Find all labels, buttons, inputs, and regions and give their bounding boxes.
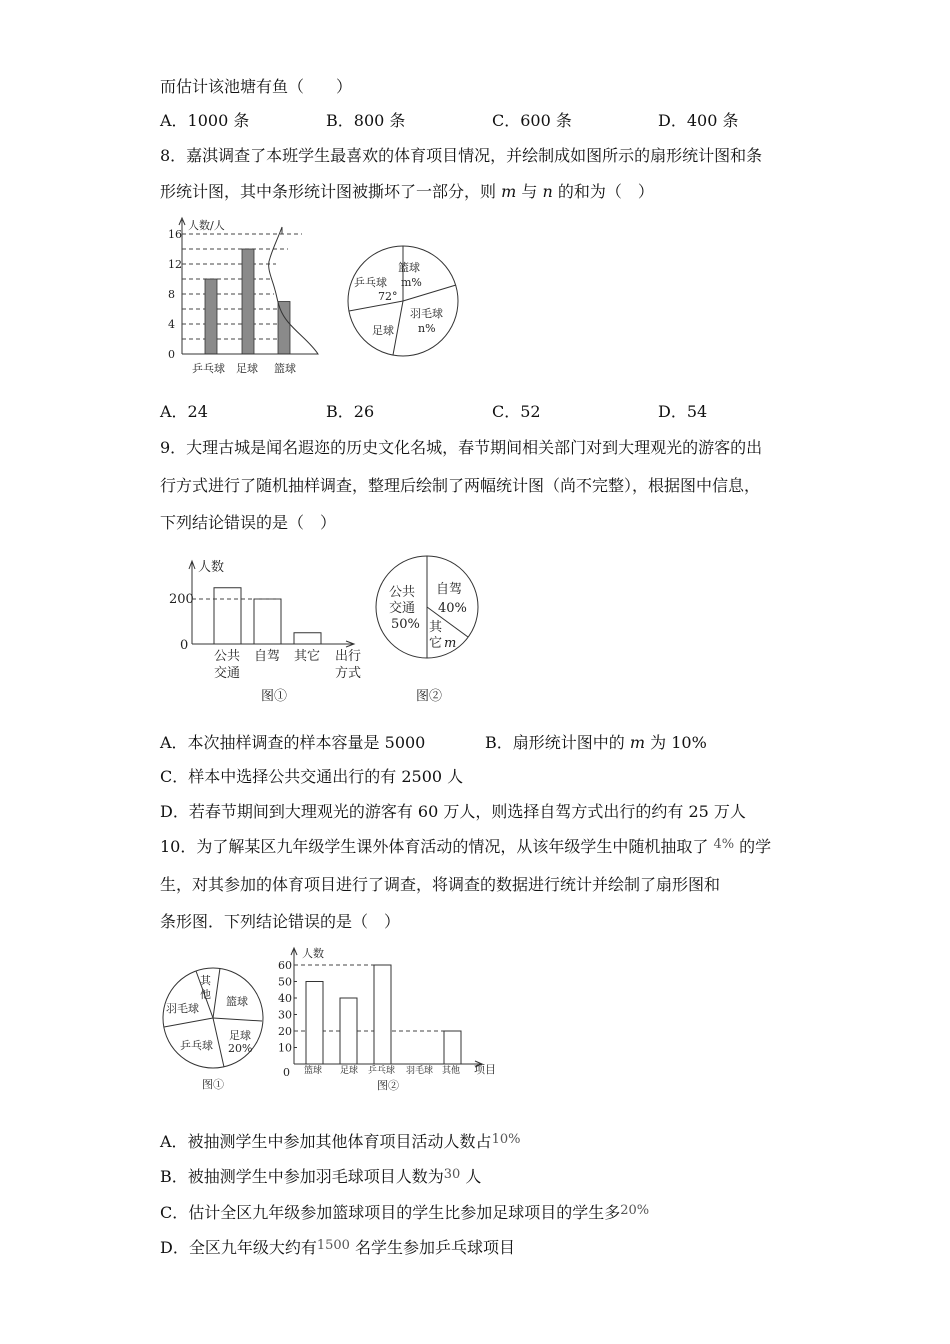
q10-pie-other-2: 他 bbox=[200, 988, 211, 1001]
q10-bar bbox=[374, 965, 391, 1064]
q10-pie-pingpong: 乒乓球 bbox=[180, 1039, 213, 1052]
q9-bar bbox=[294, 633, 321, 644]
q10-ytick: 60 bbox=[278, 959, 292, 972]
var-m: m bbox=[629, 733, 646, 752]
q10-pie-divider bbox=[213, 1018, 224, 1067]
q8-pie-label-basketball: 篮球 bbox=[398, 261, 420, 274]
q10-pie-divider bbox=[164, 1018, 213, 1027]
q10-pie-football: 足球 bbox=[229, 1029, 251, 1042]
q10-category-label: 篮球 bbox=[304, 1066, 323, 1076]
q8-bar bbox=[242, 249, 254, 354]
q8-category-label: 篮球 bbox=[274, 362, 296, 375]
q8-option-c[interactable]: C．52 bbox=[492, 402, 541, 421]
q9-category-label: 其它 bbox=[294, 649, 321, 664]
q9-bar-caption: 图① bbox=[261, 689, 288, 704]
q8-pie-value-m: m% bbox=[401, 276, 422, 289]
q10-category-label: 其他 bbox=[442, 1066, 461, 1076]
q10-category-label: 乒乓球 bbox=[368, 1066, 396, 1076]
q8-option-b[interactable]: B．26 bbox=[326, 402, 375, 421]
q8-bar-chart bbox=[160, 212, 335, 380]
q9-option-a[interactable]: A．本次抽样调查的样本容量是 5000 bbox=[160, 733, 426, 752]
q8-ytick: 4 bbox=[168, 318, 175, 331]
q9-pie-drive-value: 40% bbox=[438, 601, 467, 616]
q10-stem-line1 bbox=[160, 837, 771, 859]
q8-stem-line1: 8．嘉淇调查了本班学生最喜欢的体育项目情况，并绘制成如图所示的扇形统计图和条 bbox=[160, 146, 763, 165]
q9-pie-other-2: 它 bbox=[429, 636, 443, 651]
q9-option-d[interactable]: D．若春节期间到大理观光的游客有 60 万人，则选择自驾方式出行的约有 25 万人 bbox=[160, 802, 746, 821]
q8-ytick: 16 bbox=[168, 228, 182, 241]
q10-option-b-text: B．被抽测学生中参加羽毛球项目人数为 bbox=[160, 1167, 444, 1186]
q9-pie-public-2: 交通 bbox=[389, 601, 416, 616]
q10-pie-caption: 图① bbox=[202, 1078, 224, 1091]
var-n: n bbox=[542, 182, 553, 201]
q10-y-label: 人数 bbox=[302, 947, 324, 960]
q10-x-label: 项目 bbox=[474, 1063, 496, 1076]
q10-option-d[interactable] bbox=[160, 1238, 515, 1260]
q10-option-a-text: A．被抽测学生中参加其他体育项目活动人数占 bbox=[160, 1132, 492, 1151]
q8-text: 形统计图，其中条形统计图被撕坏了一部分，则 bbox=[160, 182, 502, 201]
q8-category-label: 足球 bbox=[236, 362, 258, 375]
q10-text: 的学 bbox=[734, 837, 772, 856]
q9-pie-chart bbox=[372, 552, 492, 707]
q8-stem-line2 bbox=[160, 182, 654, 202]
q8-ytick: 12 bbox=[168, 258, 182, 271]
q8-ytick: 0 bbox=[168, 348, 175, 361]
q9-x-label-2: 方式 bbox=[335, 666, 362, 681]
q9-option-c[interactable]: C．样本中选择公共交通出行的有 2500 人 bbox=[160, 767, 464, 786]
q9-bar-chart bbox=[165, 552, 380, 707]
q9-pie-caption: 图② bbox=[416, 689, 443, 704]
q8-pie-label-football: 足球 bbox=[372, 324, 394, 337]
q9-bar bbox=[214, 588, 241, 644]
q10-ytick: 10 bbox=[278, 1041, 292, 1055]
q10-pie-divider bbox=[213, 1018, 262, 1021]
q9-option-b-text: 为 10% bbox=[645, 733, 707, 752]
q10-bar bbox=[340, 998, 357, 1064]
q10-bar-caption: 图② bbox=[377, 1079, 399, 1092]
q9-option-b[interactable] bbox=[485, 733, 707, 753]
q10-pct: 4% bbox=[713, 837, 735, 852]
q8-pie-angle: 72° bbox=[378, 290, 398, 303]
q8-pie-label-badminton: 羽毛球 bbox=[410, 307, 443, 320]
q9-pie-public-1: 公共 bbox=[389, 585, 416, 600]
q10-option-c[interactable] bbox=[160, 1203, 649, 1225]
var-m: m bbox=[501, 182, 517, 201]
q10-option-a-value: 10% bbox=[491, 1132, 521, 1147]
q10-ytick: 20 bbox=[278, 1025, 292, 1038]
q8-pie-divider bbox=[393, 301, 403, 355]
q8-bar bbox=[205, 279, 217, 354]
q9-stem-line3: 下列结论错误的是（ ） bbox=[160, 513, 337, 532]
q9-category-label: 自驾 bbox=[254, 649, 281, 664]
q10-bar bbox=[306, 982, 323, 1065]
q10-option-c-text: C．估计全区九年级参加篮球项目的学生比参加足球项目的学生多 bbox=[160, 1203, 621, 1222]
q10-option-b-value: 30 bbox=[443, 1167, 461, 1182]
q10-pie-football-value: 20% bbox=[228, 1042, 253, 1055]
q9-option-b-text: B．扇形统计图中的 bbox=[485, 733, 630, 752]
q7-option-b[interactable]: B．800 条 bbox=[326, 111, 406, 130]
q8-text: 的和为（ ） bbox=[552, 182, 654, 201]
q9-stem-line1: 9．大理古城是闻名遐迩的历史文化名城，春节期间相关部门对到大理观光的游客的出 bbox=[160, 438, 763, 457]
q8-option-d[interactable]: D．54 bbox=[658, 402, 708, 421]
q10-ytick: 0 bbox=[283, 1066, 290, 1079]
q9-category-label: 交通 bbox=[214, 666, 241, 681]
q10-ytick: 40 bbox=[278, 992, 292, 1005]
q9-pie-drive-label: 自驾 bbox=[436, 582, 463, 597]
q8-ytick: 8 bbox=[168, 288, 175, 301]
q9-category-label: 公共 bbox=[214, 649, 241, 664]
q10-category-label: 足球 bbox=[340, 1066, 359, 1076]
q9-pie-other-value: m bbox=[444, 636, 457, 651]
q7-option-d[interactable]: D．400 条 bbox=[658, 111, 739, 130]
q8-option-a[interactable]: A．24 bbox=[160, 402, 208, 421]
q7-option-c[interactable]: C．600 条 bbox=[492, 111, 572, 130]
q10-pie-divider bbox=[213, 968, 220, 1018]
q10-option-b-text: 人 bbox=[460, 1167, 482, 1186]
q8-pie-label-pingpong: 乒乓球 bbox=[354, 276, 387, 289]
q10-text: 10．为了解某区九年级学生课外体育活动的情况，从该年级学生中随机抽取了 bbox=[160, 837, 714, 856]
q7-stem-tail: 而估计该池塘有鱼（ ） bbox=[160, 77, 353, 96]
q8-category-label: 乒乓球 bbox=[192, 362, 225, 375]
q10-option-a[interactable] bbox=[160, 1132, 520, 1154]
q10-option-d-text: D．全区九年级大约有 bbox=[160, 1238, 317, 1257]
q9-pie-public-value: 50% bbox=[391, 617, 420, 632]
q7-option-a[interactable]: A．1000 条 bbox=[160, 111, 250, 130]
q10-pie-badminton: 羽毛球 bbox=[166, 1002, 199, 1015]
q10-option-b[interactable] bbox=[160, 1167, 481, 1189]
q10-option-c-value: 20% bbox=[620, 1203, 650, 1218]
q10-ytick: 30 bbox=[278, 1008, 292, 1022]
q10-stem-line2: 生，对其参加的体育项目进行了调查，将调查的数据进行统计并绘制了扇形图和 bbox=[160, 875, 721, 894]
q10-pie-chart bbox=[158, 965, 273, 1095]
q10-pie-other-1: 其 bbox=[200, 974, 211, 987]
q9-x-label-1: 出行 bbox=[335, 649, 362, 664]
q10-bar bbox=[444, 1031, 461, 1064]
q8-y-label: 人数/人 bbox=[188, 219, 225, 232]
q10-stem-line3: 条形图．下列结论错误的是（ ） bbox=[160, 912, 401, 931]
q10-pie-basketball: 篮球 bbox=[226, 995, 248, 1008]
q9-ytick-200: 200 bbox=[169, 592, 194, 607]
q8-text: 与 bbox=[516, 182, 543, 201]
q10-option-d-value: 1500 bbox=[316, 1238, 350, 1253]
q10-bar-chart bbox=[278, 945, 503, 1095]
q9-bar bbox=[254, 599, 281, 644]
q9-ytick-0: 0 bbox=[180, 638, 189, 653]
q10-ytick: 50 bbox=[278, 975, 292, 989]
q9-pie-other-1: 其 bbox=[429, 620, 443, 635]
q9-stem-line2: 行方式进行了随机抽样调查，整理后绘制了两幅统计图（尚不完整），根据图中信息， bbox=[160, 476, 761, 495]
q8-pie-chart bbox=[344, 242, 462, 360]
q10-option-d-text: 名学生参加乒乓球项目 bbox=[349, 1238, 516, 1257]
q9-y-label: 人数 bbox=[198, 560, 225, 575]
q10-category-label: 羽毛球 bbox=[406, 1066, 434, 1076]
q8-pie-value-n: n% bbox=[418, 322, 436, 335]
